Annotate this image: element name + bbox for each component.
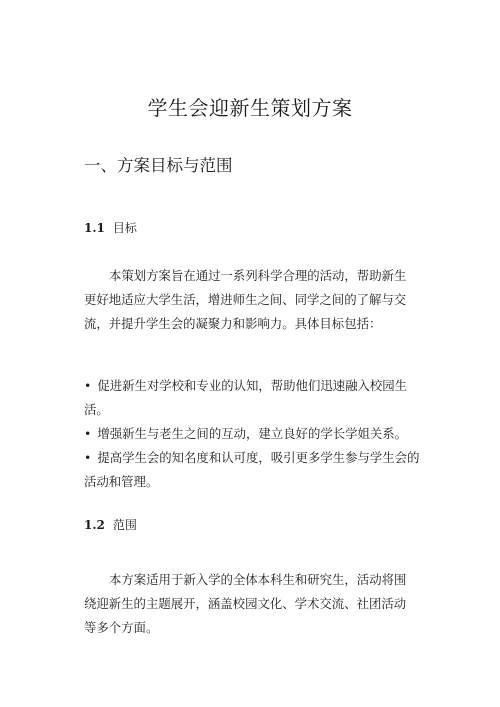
document-title: 学生会迎新生策划方案 <box>147 96 353 120</box>
subsection-heading-goals <box>84 219 137 236</box>
subsection-heading-scope <box>84 516 137 533</box>
goals-paragraph: 本策划方案旨在通过一系列科学合理的活动，帮助新生更好地适应大学生活，增进师生之间、同学之间的了解与交流，并提升学生会的凝聚力和影响力。具体目标包括： <box>84 268 407 331</box>
goals-list <box>84 374 424 494</box>
bullet-icon: • <box>84 378 92 393</box>
list-item: • 增强新生与老生之间的互动，建立良好的学长学姐关系。 <box>84 426 408 441</box>
subsection-label: 目标 <box>112 221 137 235</box>
subsection-number: 1.2 <box>84 518 105 532</box>
bullet-icon: • <box>84 426 92 441</box>
subsection-number: 1.1 <box>84 221 105 235</box>
list-item: • 促进新生对学校和专业的认知，帮助他们迅速融入校园生活。 <box>84 378 408 417</box>
scope-paragraph: 本方案适用于新入学的全体本科生和研究生，活动将围绕迎新生的主题展开，涵盖校园文化、学术交流、社团活动等多个方面。 <box>84 572 407 635</box>
list-item: • 提高学生会的知名度和认可度，吸引更多学生参与学生会的活动和管理。 <box>84 450 420 489</box>
bullet-icon: • <box>84 450 92 465</box>
subsection-label: 范围 <box>112 518 137 532</box>
section-heading: 一、方案目标与范围 <box>84 156 233 175</box>
